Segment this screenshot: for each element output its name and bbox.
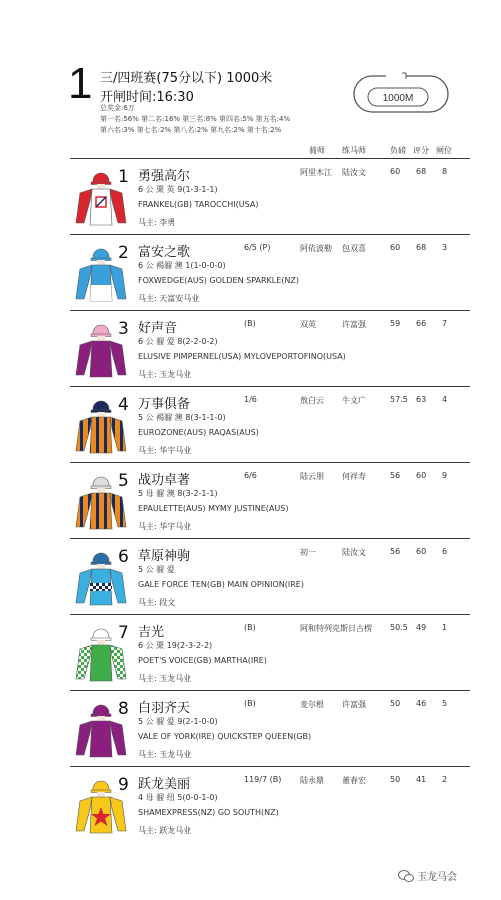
weight: 50	[390, 699, 401, 708]
horse-extra: (B)	[244, 319, 256, 328]
horse-info: 6 公 栗 英 9(1-3-1-1)	[138, 185, 218, 194]
horse-name: 好声音	[138, 321, 178, 336]
horse-extra: 119/7 (B)	[244, 775, 282, 784]
col-draw: 闸位	[436, 146, 452, 155]
pedigree: FOXWEDGE(AUS) GOLDEN SPARKLE(NZ)	[138, 276, 300, 285]
race-header	[0, 0, 501, 160]
runner-row	[70, 766, 470, 842]
rating: 63	[416, 395, 427, 404]
jockey-name: 双英	[300, 320, 316, 329]
runner-number: 5	[118, 471, 129, 491]
rating: 68	[416, 243, 427, 252]
rating: 41	[416, 775, 427, 784]
runner-row	[70, 158, 470, 234]
race-time: 开闸时间:16:30	[100, 90, 194, 105]
track-diagram	[352, 70, 450, 116]
horse-info: 5 公 褐骝 澳 8(3-1-1-0)	[138, 413, 226, 422]
runner-number: 1	[118, 167, 129, 187]
horse-info: 4 母 骝 纽 5(0-0-1-0)	[138, 793, 218, 802]
horse-name: 富安之歌	[138, 245, 191, 260]
weight: 60	[390, 167, 401, 176]
trainer-name: 许富强	[342, 320, 366, 329]
prize-money: 总奖金:6万	[100, 104, 135, 112]
trainer-name: 何祥寿	[342, 472, 366, 481]
owner: 马主: 华宇马业	[138, 446, 192, 455]
weight: 59	[390, 319, 401, 328]
prize-split-1: 第一名:56% 第二名:16% 第三名:8% 第四名:5% 第五名:4%	[100, 115, 291, 123]
col-weight: 负磅	[390, 146, 406, 155]
rating: 46	[416, 699, 427, 708]
horse-name: 跃龙美丽	[138, 777, 191, 792]
draw: 5	[442, 699, 448, 708]
runner-row	[70, 462, 470, 538]
runner-number: 7	[118, 623, 129, 643]
draw: 1	[442, 623, 448, 632]
col-trainer: 练马师	[342, 146, 366, 155]
horse-info: 5 母 骝 澳 8(3-2-1-1)	[138, 489, 218, 498]
pedigree: EUROZONE(AUS) RAQAS(AUS)	[138, 428, 259, 437]
horse-info: 6 公 骝 爱 8(2-2-0-2)	[138, 337, 218, 346]
horse-extra: 1/6	[244, 395, 257, 404]
watermark-text: 玉龙马会	[417, 872, 457, 883]
rating: 60	[416, 547, 427, 556]
race-number: 1	[68, 59, 93, 108]
pedigree: EPAULETTE(AUS) MYMY JUSTINE(AUS)	[138, 504, 289, 513]
track-distance-label: 1000M	[382, 93, 414, 104]
pedigree: FRANKEL(GB) TAROCCHI(USA)	[138, 200, 259, 209]
owner: 马主: 跃龙马业	[138, 826, 192, 835]
prize-split-2: 第六名:3% 第七名:2% 第八名:2% 第九名:2% 第十名:2%	[100, 126, 282, 134]
trainer-name: 包双喜	[342, 244, 366, 253]
horse-extra: (B)	[244, 699, 256, 708]
rating: 66	[416, 319, 427, 328]
horse-info: 6 公 褐骝 澳 1(1-0-0-0)	[138, 261, 226, 270]
race-title: 三/四班赛(75分以下) 1000米	[100, 71, 273, 86]
pedigree: GALE FORCE TEN(GB) MAIN OPINION(IRE)	[138, 580, 304, 589]
horse-name: 白羽齐天	[138, 701, 191, 716]
jockey-name: 陆云朋	[300, 472, 324, 481]
horse-info: 6 公 栗 19(2-3-2-2)	[138, 641, 213, 650]
trainer-name: 陆汝文	[342, 548, 366, 557]
runner-row	[70, 690, 470, 766]
jockey-name: 阿和特列克斯日古楞	[300, 624, 372, 633]
owner: 马主: 玉龙马业	[138, 750, 192, 759]
col-rating: 评分	[413, 146, 429, 155]
weight: 56	[390, 471, 401, 480]
owner: 马主: 段文	[138, 598, 176, 607]
wechat-icon	[398, 869, 414, 883]
rating: 60	[416, 471, 427, 480]
trainer-name: 陆汝文	[342, 168, 366, 177]
rating: 49	[416, 623, 427, 632]
runner-number: 3	[118, 319, 129, 339]
owner: 马主: 玉龙马业	[138, 674, 192, 683]
horse-info: 5 公 骝 爱 9(2-1-0-0)	[138, 717, 218, 726]
runner-row	[70, 386, 470, 462]
horse-name: 吉光	[138, 625, 165, 640]
watermark	[398, 868, 457, 883]
runner-number: 4	[118, 395, 129, 415]
runner-number: 9	[118, 775, 129, 795]
weight: 56	[390, 547, 401, 556]
horse-name: 草原神驹	[138, 549, 191, 564]
draw: 4	[442, 395, 448, 404]
jockey-name: 阿依波勒	[300, 244, 332, 253]
owner: 马主: 李勇	[138, 218, 176, 227]
runner-row	[70, 614, 470, 690]
jockey-name: 初一	[300, 548, 316, 557]
jockey-name: 敖白云	[300, 396, 324, 405]
horse-extra: 6/6	[244, 471, 257, 480]
runner-number: 2	[118, 243, 129, 263]
draw: 2	[442, 775, 448, 784]
owner: 马主: 玉龙马业	[138, 370, 192, 379]
runner-number: 6	[118, 547, 129, 567]
jockey-name: 陆永鼎	[300, 776, 324, 785]
draw: 7	[442, 319, 448, 328]
trainer-name: 董春宏	[342, 776, 366, 785]
weight: 60	[390, 243, 401, 252]
runner-row	[70, 234, 470, 310]
draw: 8	[442, 167, 448, 176]
weight: 50.5	[390, 623, 408, 632]
pedigree: SHAMEXPRESS(NZ) GO SOUTH(NZ)	[138, 808, 279, 817]
horse-info: 5 公 骝 爱	[138, 565, 175, 574]
horse-name: 战功卓著	[138, 473, 191, 488]
owner: 马主: 华宇马业	[138, 522, 192, 531]
draw: 6	[442, 547, 448, 556]
weight: 50	[390, 775, 401, 784]
trainer-name: 牛文广	[342, 396, 366, 405]
horse-name: 勇强高尔	[138, 169, 191, 184]
runner-list	[70, 158, 470, 842]
horse-extra: (B)	[244, 623, 256, 632]
jockey-name: 阿里木江	[300, 168, 332, 177]
pedigree: POET'S VOICE(GB) MARTHA(IRE)	[138, 656, 267, 665]
runner-row	[70, 538, 470, 614]
horse-name: 万事俱备	[138, 397, 191, 412]
runner-row	[70, 310, 470, 386]
weight: 57.5	[390, 395, 408, 404]
col-jockey: 骑师	[309, 146, 325, 155]
jockey-name: 麦尔根	[300, 700, 324, 709]
draw: 3	[442, 243, 448, 252]
runner-number: 8	[118, 699, 129, 719]
owner: 马主: 天富安马业	[138, 294, 200, 303]
draw: 9	[442, 471, 448, 480]
trainer-name: 许富强	[342, 700, 366, 709]
pedigree: VALE OF YORK(IRE) QUICKSTEP QUEEN(GB)	[138, 732, 312, 741]
horse-extra: 6/5 (P)	[244, 243, 271, 252]
rating: 68	[416, 167, 427, 176]
pedigree: ELUSIVE PIMPERNEL(USA) MYLOVEPORTOFINO(USA)	[138, 352, 346, 361]
